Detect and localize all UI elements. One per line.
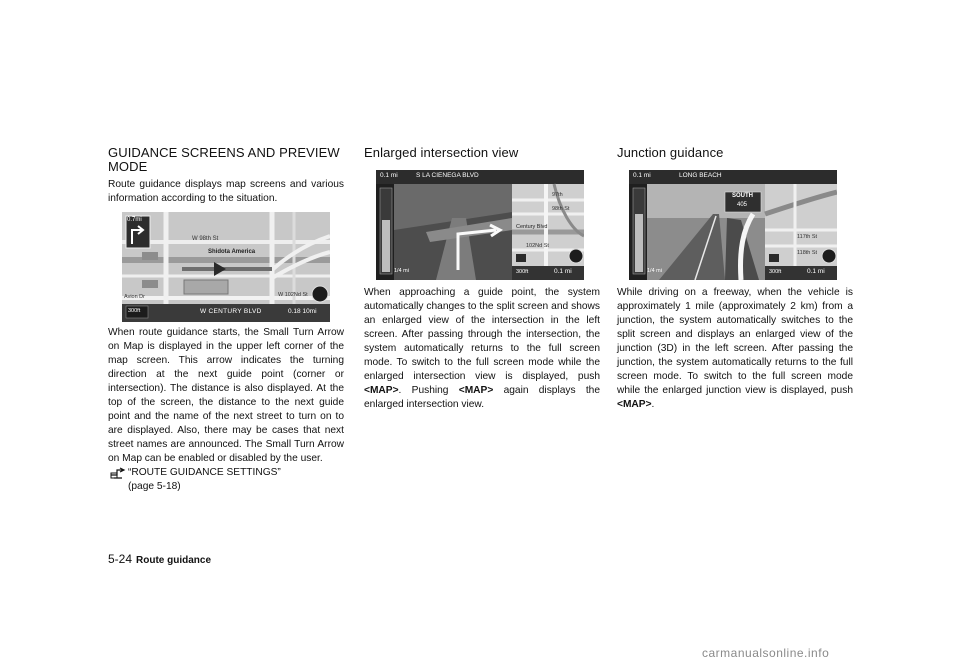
map-key-label: <MAP> bbox=[617, 399, 652, 410]
sign-direction-label: SOUTH bbox=[732, 193, 753, 199]
page-footer bbox=[108, 552, 211, 566]
map-key-label: <MAP> bbox=[364, 385, 399, 396]
section-heading-enlarged-intersection: Enlarged intersection view bbox=[364, 145, 519, 160]
body-paragraph-small-turn-arrow: When route guidance starts, the Small Turn Arrow on Map is displayed in the upper left corner of the map screen. This arrow indicates the turning direction at the next guide point (corner or intersection). The distance is also displayed. At the top of the screen, the distance to the next guide point and the name of the next street to turn on to are displayed. Also, there may be cases that next street names are announced. The Small Turn Arrow on Map can be enabled or disabled by the user. bbox=[108, 327, 344, 464]
street-label-102nd: 102Nd St bbox=[526, 243, 549, 249]
enlarged-intersection-screen bbox=[376, 170, 584, 280]
next-street-label: LONG BEACH bbox=[679, 172, 722, 179]
street-label-98th: W 98th St bbox=[192, 236, 219, 242]
column-junction-guidance bbox=[617, 146, 853, 412]
cross-reference bbox=[108, 466, 344, 494]
body-paragraph-junction-guidance: While driving on a freeway, when the vehicle is approximately 1 mile (approximately 2 km) from a junction, the system automatically switches to the split screen and displays an enlarged view of the junction (3D) in the left screen. After passing the junction, the system automatically returns to the full screen mode. To switch to the full screen mode while the enlarged junction view is displayed, push <MAP>. bbox=[617, 287, 853, 410]
remaining-distance-label: 0.1 mi bbox=[807, 268, 825, 275]
bar-distance-label: 1/4 mi bbox=[394, 268, 409, 274]
poi-label: Shidota America bbox=[208, 249, 256, 255]
top-distance-label: 0.1 mi bbox=[633, 172, 651, 179]
sign-route-number: 405 bbox=[737, 202, 748, 208]
section-heading-junction-guidance: Junction guidance bbox=[617, 145, 724, 160]
street-label-avion: Avion Dr bbox=[124, 294, 145, 300]
junction-guidance-screen bbox=[629, 170, 837, 280]
street-label-102nd: W 102Nd St bbox=[278, 292, 308, 298]
top-distance-label: 0.1 mi bbox=[380, 172, 398, 179]
current-street-label: W CENTURY BLVD bbox=[200, 308, 262, 315]
page-number: 5-24 bbox=[108, 552, 133, 566]
section-name: Route guidance bbox=[136, 555, 212, 566]
bar-distance-label: 1/4 mi bbox=[647, 268, 662, 274]
street-label-117th: 117th St bbox=[797, 234, 818, 240]
remaining-distance-label: 0.1 mi bbox=[554, 268, 572, 275]
column-enlarged-intersection bbox=[364, 146, 600, 412]
map-key-label: <MAP> bbox=[458, 385, 494, 396]
reference-pointer-icon bbox=[110, 467, 126, 479]
scale-label: 300ft bbox=[128, 308, 141, 314]
street-label-century: Century Blvd bbox=[516, 224, 548, 230]
street-label-97th: 97th bbox=[552, 192, 563, 198]
reference-page: (page 5-18) bbox=[128, 481, 181, 492]
section-heading-guidance-screens: GUIDANCE SCREENS AND PREVIEW MODE bbox=[108, 145, 340, 174]
scale-label: 300ft bbox=[516, 269, 529, 275]
watermark-text: carmanualsonline.info bbox=[702, 646, 830, 660]
next-street-label: S LA CIENEGA BLVD bbox=[416, 172, 479, 179]
intro-paragraph: Route guidance displays map screens and various information according to the situation. bbox=[108, 179, 344, 204]
turn-distance-label: 0.7mi bbox=[127, 217, 142, 223]
street-label-98th: 98th St bbox=[552, 206, 570, 212]
map-screen-small-turn-arrow bbox=[122, 212, 330, 322]
remaining-distance-label: 0.18 10mi bbox=[288, 308, 317, 315]
reference-title: “ROUTE GUIDANCE SETTINGS” bbox=[128, 467, 281, 478]
body-paragraph-enlarged-intersection: When approaching a guide point, the system automatically changes to the split screen and shows an enlarged view of the intersection in the left screen. After passing through the intersection, the system automatically returns to the full screen mode. To switch to the full screen mode while the enlarged intersection view is displayed, push <MAP>. Pushing <MAP> again displays the enlarged intersection view. bbox=[364, 287, 601, 410]
scale-label: 300ft bbox=[769, 269, 782, 275]
column-guidance-screens bbox=[108, 146, 344, 494]
street-label-118th: 118th St bbox=[797, 250, 818, 256]
